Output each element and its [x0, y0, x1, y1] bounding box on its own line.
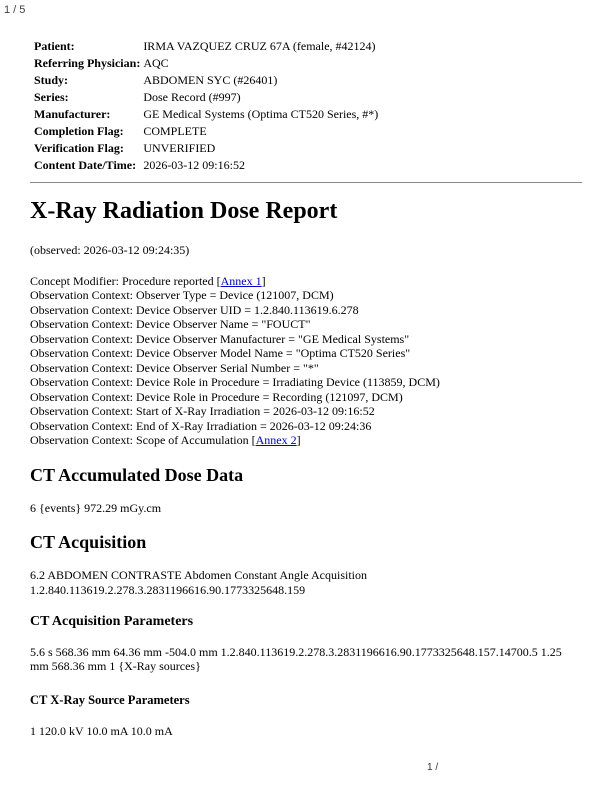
context-line: Observation Context: End of X-Ray Irradiation = 2026-03-12 09:24:36	[30, 418, 372, 433]
context-line: Observation Context: Device Role in Procedure = Recording (121097, DCM)	[30, 389, 403, 404]
context-line-scope	[30, 433, 582, 448]
manufacturer-value: GE Medical Systems (Optima CT520 Series, #*)	[143, 107, 379, 121]
section-heading-acquisition-parameters: CT Acquisition Parameters	[30, 614, 194, 629]
context-line-text: Observation Context: Scope of Accumulation [	[30, 433, 256, 447]
study-label: Study:	[34, 73, 69, 87]
divider	[30, 182, 582, 183]
series-label: Series:	[34, 90, 69, 104]
context-line-text: ]	[296, 433, 301, 447]
patient-info-row	[34, 39, 378, 54]
context-line-concept-modifier	[30, 274, 582, 289]
page-indicator-top: 1 / 5	[4, 4, 26, 16]
context-line: Observation Context: Device Observer UID = 1.2.840.113619.6.278	[30, 302, 359, 317]
verification-flag-value: UNVERIFIED	[143, 141, 216, 155]
manufacturer-label: Manufacturer:	[34, 107, 111, 121]
content-datetime-label: Content Date/Time:	[34, 158, 137, 172]
patient-info-row	[34, 90, 378, 105]
patient-label: Patient:	[34, 39, 75, 53]
report-title: X-Ray Radiation Dose Report	[30, 198, 338, 224]
acquisition-parameters-value: 5.6 s 568.36 mm 64.36 mm -504.0 mm 1.2.840.113619.2.278.3.2831196616.90.1773325648.157.14700.5 1.25 mm 568.36 mm 1 {X-Ray sources}	[30, 644, 562, 673]
annex-2-link[interactable]: Annex 2	[255, 433, 297, 447]
context-line: Observation Context: Device Observer Model Name = "Optima CT520 Series"	[30, 346, 411, 360]
patient-info-row	[34, 56, 378, 71]
series-value: Dose Record (#997)	[143, 90, 241, 104]
completion-flag-value: COMPLETE	[143, 124, 207, 138]
section-heading-xray-source-parameters: CT X-Ray Source Parameters	[30, 692, 190, 707]
completion-flag-label: Completion Flag:	[34, 124, 124, 138]
annex-1-link[interactable]: Annex 1	[220, 273, 262, 288]
content-datetime-value: 2026-03-12 09:16:52	[143, 158, 245, 172]
referring-physician-label: Referring Physician:	[34, 56, 141, 70]
patient-info-row	[34, 73, 378, 88]
context-line-text: ]	[261, 273, 266, 288]
section-heading-accumulated-dose: CT Accumulated Dose Data	[30, 464, 244, 485]
context-line: Observation Context: Device Observer Manufacturer = "GE Medical Systems"	[30, 331, 410, 346]
patient-info-row	[34, 124, 378, 139]
acquisition-uid-text: 1.2.840.113619.2.278.3.2831196616.90.1773325648.159	[30, 582, 306, 597]
referring-physician-value: AQC	[143, 56, 169, 70]
patient-info-table	[32, 37, 380, 175]
xray-source-parameters-value: 1 120.0 kV 10.0 mA 10.0 mA	[30, 723, 173, 738]
patient-info-row	[34, 141, 378, 156]
context-line: Observation Context: Device Observer Name = "FOUCT"	[30, 317, 311, 331]
context-line: Observation Context: Start of X-Ray Irradiation = 2026-03-12 09:16:52	[30, 404, 375, 418]
observation-context-block	[30, 274, 582, 448]
section-heading-ct-acquisition: CT Acquisition	[30, 532, 147, 552]
observed-timestamp: (observed: 2026-03-12 09:24:35)	[30, 243, 190, 257]
context-line-text: Concept Modifier: Procedure reported [	[30, 273, 221, 288]
context-line: Observation Context: Device Role in Procedure = Irradiating Device (113859, DCM)	[30, 375, 440, 389]
accumulated-dose-value: 6 {events} 972.29 mGy.cm	[30, 500, 162, 515]
page-indicator-bottom: 1 /	[427, 762, 439, 773]
patient-info-row	[34, 107, 378, 122]
context-line: Observation Context: Observer Type = Device (121007, DCM)	[30, 288, 334, 302]
verification-flag-label: Verification Flag:	[34, 141, 124, 155]
patient-info-row	[34, 158, 378, 173]
context-line: Observation Context: Device Observer Serial Number = "*"	[30, 360, 319, 375]
acquisition-protocol-text: 6.2 ABDOMEN CONTRASTE Abdomen Constant Angle Acquisition	[30, 568, 368, 582]
study-value: ABDOMEN SYC (#26401)	[143, 73, 278, 87]
ct-acquisition-description	[30, 568, 582, 597]
patient-value: IRMA VAZQUEZ CRUZ 67A (female, #42124)	[143, 39, 376, 53]
